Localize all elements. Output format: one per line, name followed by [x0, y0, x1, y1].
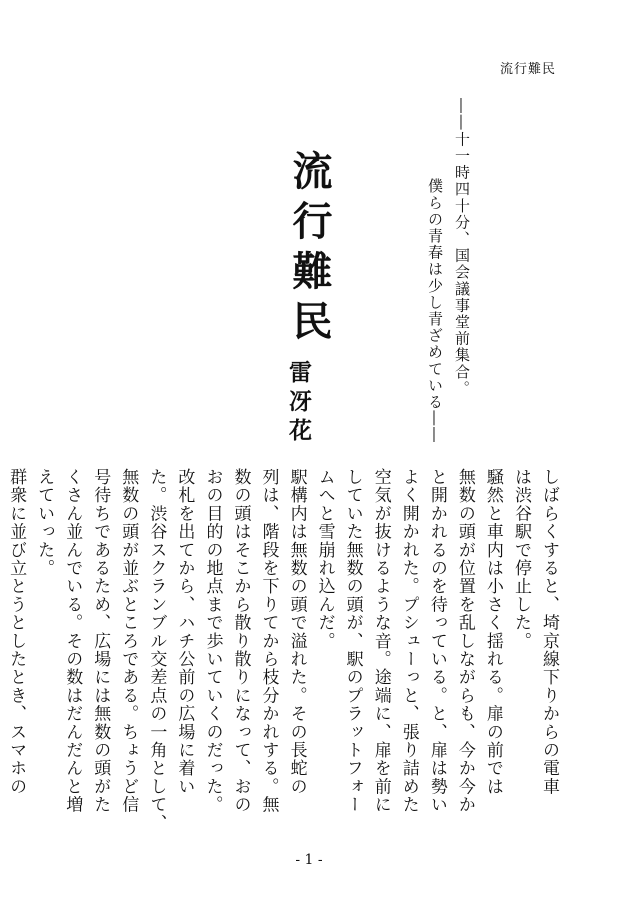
body-column: くさん並んでいる。その数はだんだんと増: [62, 468, 83, 814]
body-column: していた無数の頭が、駅のプラットフォー: [342, 468, 363, 814]
subtitle-line-1: ――十一時四十分、国会議事堂前集合。: [453, 98, 471, 397]
body-column: しばらくすると、埼京線下りからの電車: [539, 468, 559, 796]
body-column: 列は、階段を下りてから枝分かれする。無: [258, 468, 279, 814]
body-column: おの目的の地点まで歩いていくのだった。: [202, 468, 223, 814]
body-column: 号待ちであるため、広場には無数の頭がた: [90, 468, 111, 814]
body-column: 無数の頭が位置を乱しながらも、今か今か: [454, 468, 475, 814]
body-column: [0, 468, 2, 848]
body-column: 空気が抜けるような音。途端に、扉を前に: [370, 468, 391, 814]
running-header-title: 流行難民: [499, 62, 556, 77]
subtitle-line-2: 僕らの青春は少し青ざめている――: [426, 178, 444, 444]
body-column: えていった。: [34, 468, 55, 578]
body-column: よく開かれた。プシューっと、張り詰めた: [398, 468, 419, 814]
body-column: は渋谷駅で停止した。: [510, 468, 531, 650]
page-number: - 1 -: [295, 852, 323, 868]
body-column: 騒然と車内は小さく揺れる。扉の前では: [482, 468, 503, 796]
body-column: 駅構内は無数の頭で溢れた。その長蛇の: [286, 468, 307, 796]
body-column: 数の頭はそこから散り散りになって、おの: [230, 468, 251, 814]
body-text: [0, 468, 563, 848]
story-title: 流行難民: [286, 150, 333, 350]
body-column: 改札を出てから、ハチ公前の広場に着い: [174, 468, 195, 796]
body-column: と開かれるのを待っている。と、扉は勢い: [426, 468, 447, 814]
body-column: 無数の頭が並ぶところである。ちょうど信: [118, 468, 139, 814]
body-column: ムへと雪崩れ込んだ。: [314, 468, 335, 650]
body-column: た。渋谷スクランブル交差点の一角として、: [146, 468, 167, 832]
author-name: 雷冴花: [285, 360, 312, 447]
body-column: 群衆に並び立とうとしたとき、スマホの: [6, 468, 27, 796]
